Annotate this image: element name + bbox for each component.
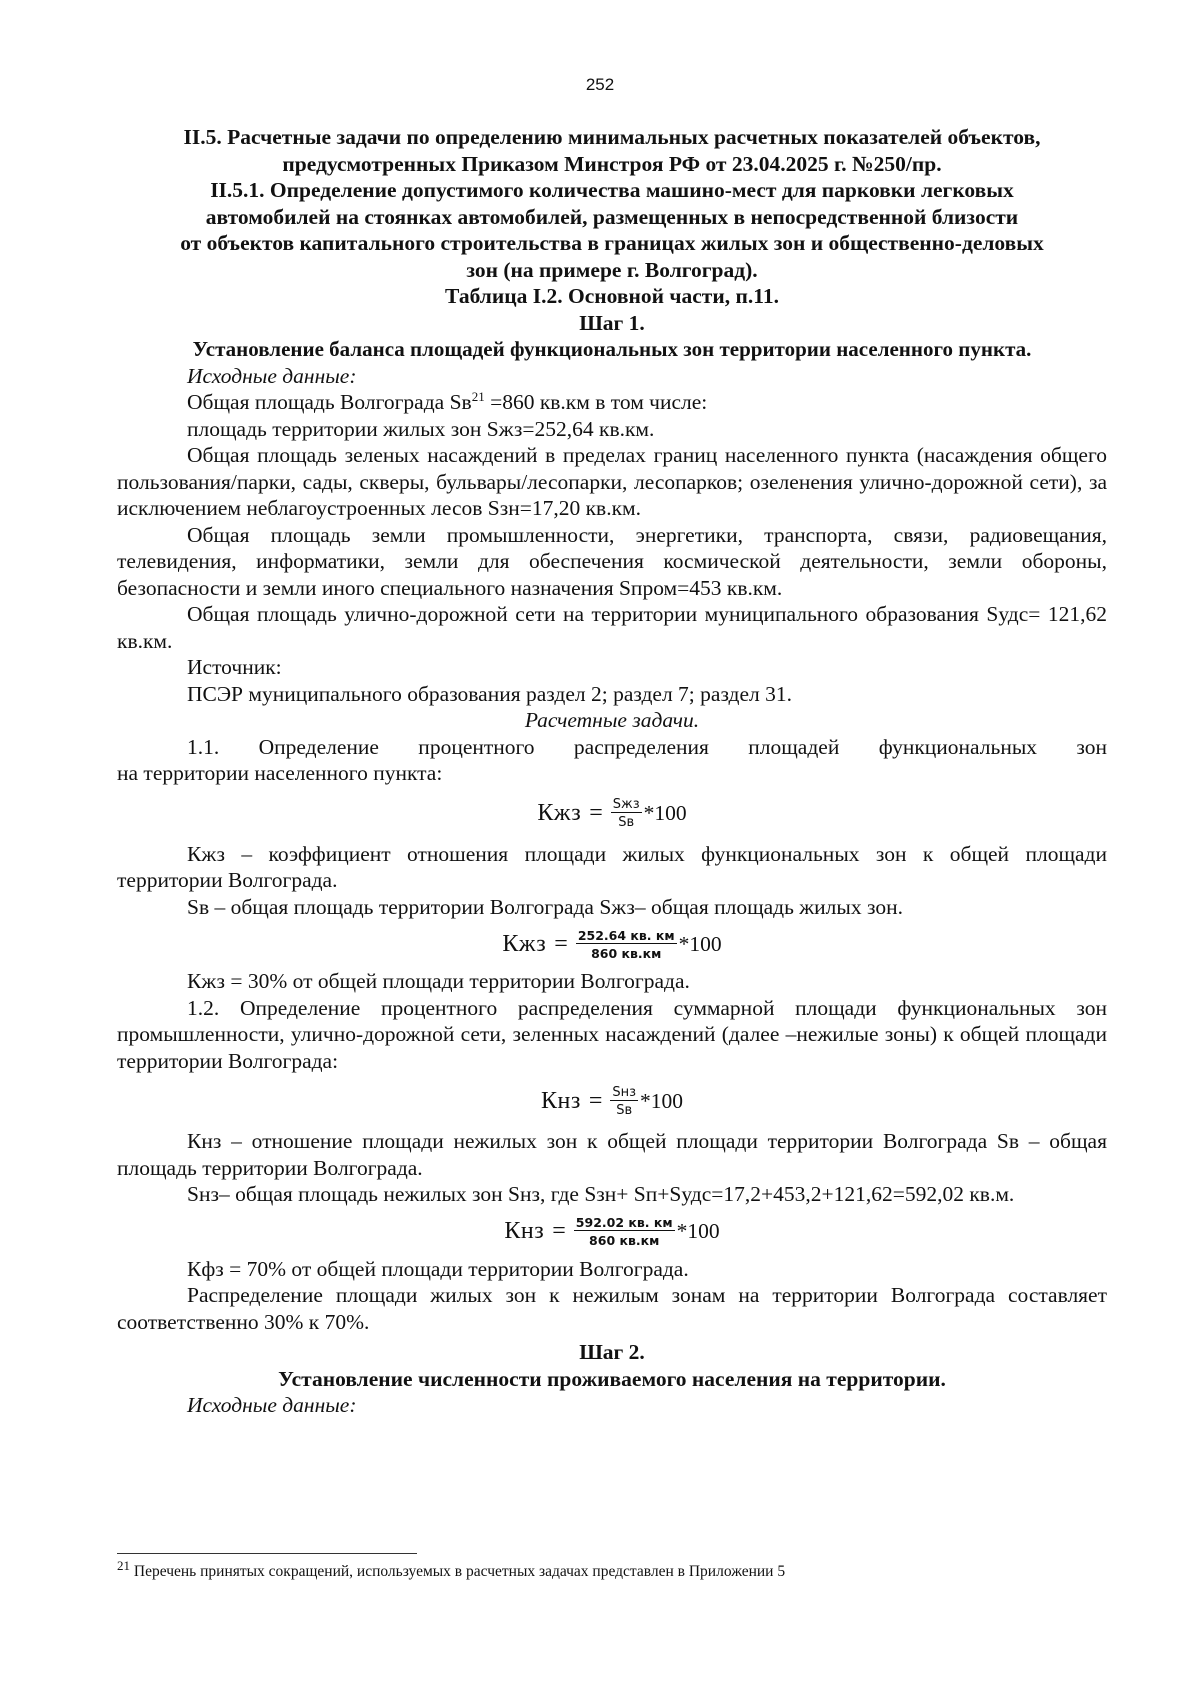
fraction-numerator: Sнз xyxy=(612,1084,637,1100)
tasks-label: Расчетные задачи. xyxy=(524,708,700,732)
subsection-title-line-1: II.5.1. Определение допустимого количества машино-мест для парковки легковых xyxy=(210,178,1014,202)
task-1-1-line-1: 1.1. Определение процентного распределения площадей функциональных зон xyxy=(187,734,1107,759)
fraction-denominator: Sв xyxy=(618,815,635,830)
residential-area-line: площадь территории жилых зон Sжз=252,64 кв.км. xyxy=(187,416,655,441)
fraction-denominator: 860 кв.км xyxy=(591,945,662,961)
fraction-numerator: 252.64 кв. км xyxy=(577,927,675,943)
formula-multiplier: *100 xyxy=(643,801,687,826)
snz-definition: Sнз– общая площадь нежилых зон Sнз, где Sзн+ Sп+Sудс=17,2+453,2+121,62=592,02 кв.м. xyxy=(187,1182,1015,1206)
formula-knz xyxy=(117,1076,1107,1126)
formula-fraction xyxy=(611,797,642,830)
task-1-1-line-2: на территории населенного пункта: xyxy=(117,761,443,785)
industry-area-paragraph: Общая площадь земли промышленности, энергетики, транспорта, связи, радиовещания, телевидения, информатики, земли для обеспечения космической деятельности, земли обороны, безопасности и земли иного специального назначения Sпром=453 кв.км. xyxy=(117,522,1107,600)
formula-lhs: Кнз xyxy=(504,1218,545,1245)
footnote-divider xyxy=(117,1553,417,1554)
formula-fraction xyxy=(574,1215,675,1248)
table-reference: Таблица I.2. Основной части, п.11. xyxy=(445,284,779,308)
step-2-heading: Шаг 2. xyxy=(579,1340,645,1364)
formula-multiplier: *100 xyxy=(678,931,722,956)
distribution-paragraph: Распределение площади жилых зон к нежилым зонам на территории Волгограда составляет соответственно 30% к 70%. xyxy=(117,1283,1107,1334)
formula-knz-calc xyxy=(117,1210,1107,1254)
section-title-line-2: предусмотренных Приказом Минстроя РФ от 23.04.2025 г. №250/пр. xyxy=(282,151,942,176)
step-2-title: Установление численности проживаемого населения на территории. xyxy=(278,1366,946,1391)
source-text: ПСЭР муниципального образования раздел 2; раздел 7; раздел 31. xyxy=(187,681,793,706)
green-area-paragraph: Общая площадь зеленых насаждений в пределах границ населенного пункта (насаждения общего пользования/парки, сады, скверы, бульвары/лесопарки, лесопарков; озеленения улично-дорожной сети), за исключением неблагоустроенных лесов Sзн=17,20 кв.км. xyxy=(117,443,1107,520)
formula-equals: = xyxy=(589,800,603,827)
kzhz-result: Кжз = 30% от общей площади территории Волгограда. xyxy=(187,969,690,993)
formula-lhs: Кжз xyxy=(502,930,547,957)
sv-definition: Sв – общая площадь территории Волгограда Sжз– общая площадь жилых зон. xyxy=(187,894,903,919)
subsection-title-line-3: от объектов капитального строительства в границах жилых зон и общественно-деловых xyxy=(180,231,1044,255)
step-2-initial-data-label: Исходные данные: xyxy=(187,1393,357,1417)
section-title-line-1: II.5. Расчетные задачи по определению минимальных расчетных показателей объектов, xyxy=(183,125,1041,149)
formula-kzhz xyxy=(117,789,1107,839)
formula-equals: = xyxy=(554,930,568,957)
step-1-title: Установление баланса площадей функциональных зон территории населенного пункта. xyxy=(192,337,1032,361)
kfz-result: Кфз = 70% от общей площади территории Волгограда. xyxy=(187,1256,689,1281)
kzhz-definition: Кжз – коэффициент отношения площади жилых функциональных зон к общей площади территории Волгограда. xyxy=(117,841,1107,892)
step-1-heading: Шаг 1. xyxy=(579,310,645,335)
road-area-paragraph: Общая площадь улично-дорожной сети на территории муниципального образования Sудс= 121,62 кв.км. xyxy=(117,602,1107,653)
formula-multiplier: *100 xyxy=(640,1088,684,1113)
footnote-ref: 21 xyxy=(471,388,485,404)
fraction-numerator: Sжз xyxy=(612,797,640,812)
page-number: 252 xyxy=(585,75,615,94)
page-content xyxy=(117,124,1107,1419)
total-area-text: Общая площадь Волгограда Sв xyxy=(187,390,472,414)
formula-equals: = xyxy=(552,1218,566,1245)
total-area-line xyxy=(117,389,1107,416)
source-label: Источник: xyxy=(187,655,282,679)
formula-multiplier: *100 xyxy=(676,1219,720,1244)
formula-lhs: Кжз xyxy=(537,800,582,827)
fraction-denominator: Sв xyxy=(616,1102,633,1118)
footnote-text: Перечень принятых сокращений, используемых в расчетных задачах представлен в Приложении 5 xyxy=(130,1563,786,1580)
task-1-2-paragraph: 1.2. Определение процентного распределения суммарной площади функциональных зон промышленности, улично-дорожной сети, зеленных насаждений (далее –нежилые зоны) к общей площади территории Волгограда: xyxy=(117,995,1107,1073)
formula-equals: = xyxy=(588,1087,603,1114)
formula-fraction xyxy=(576,928,677,961)
formula-lhs: Кнз xyxy=(540,1087,581,1114)
knz-definition: Кнз – отношение площади нежилых зон к общей площади территории Волгограда Sв – общая площадь территории Волгограда. xyxy=(117,1129,1107,1180)
total-area-value: =860 кв.км в том числе: xyxy=(484,390,708,414)
footnote-mark: 21 xyxy=(117,1557,130,1573)
formula-fraction xyxy=(610,1085,638,1118)
subsection-title-line-2: автомобилей на стоянках автомобилей, размещенных в непосредственной близости xyxy=(205,204,1019,229)
footnote xyxy=(117,1557,1107,1582)
fraction-numerator: 592.02 кв. км xyxy=(575,1215,673,1230)
fraction-denominator: 860 кв.км xyxy=(589,1233,660,1248)
initial-data-label: Исходные данные: xyxy=(187,363,357,388)
formula-kzhz-calc xyxy=(117,922,1107,966)
subsection-title-line-4: зон (на примере г. Волгоград). xyxy=(466,257,758,282)
